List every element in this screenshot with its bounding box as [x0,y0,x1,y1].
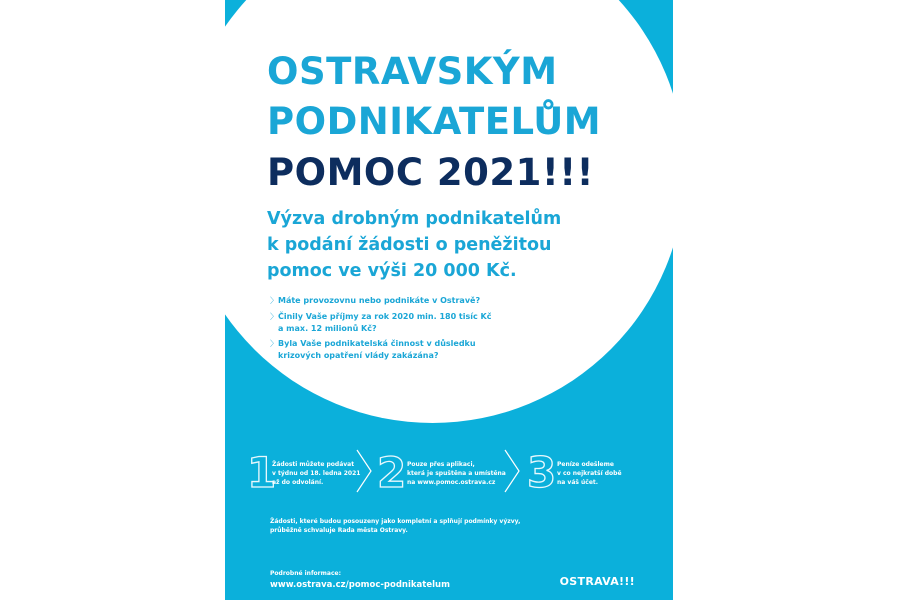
poster [225,0,673,600]
subtitle-line-2: k podání žádosti o peněžitou [267,235,552,255]
step-1-text: Žádosti můžete podávat v týdnu od 18. ledna 2021 až do odvolání. [272,461,361,486]
question-item: 〉Činily Vaše příjmy za rok 2020 min. 180 tisíc Kč a max. 12 milionů Kč? [270,312,492,333]
subtitle-line-3: pomoc ve výši 20 000 Kč. [267,261,517,281]
step-number-2: 2 [377,448,407,497]
chevron-divider-icon [355,448,373,494]
headline-line-3: POMOC 2021!!! [267,151,594,194]
chevron-right-icon: 〉 [270,339,278,348]
chevron-right-icon: 〉 [270,296,278,305]
step-2-text: Pouze přes aplikaci, která je spuštěna a umístěna na www.pomoc.ostrava.cz [407,461,506,486]
subtitle-line-1: Výzva drobným podnikatelům [267,209,562,229]
headline-line-2: PODNIKATELŮM [267,100,602,143]
approval-note: Žádosti, které budou posouzeny jako kompletní a splňují podmínky výzvy, průběžně schvaluje Rada města Ostravy. [270,518,521,534]
step-number-3: 3 [527,448,557,497]
chevron-divider-icon [503,448,521,494]
step-3-text: Peníze odešleme v co nejkratší době na váš účet. [557,461,622,486]
ostrava-logo: OSTRAVA!!! [559,575,635,588]
headline-line-1: OSTRAVSKÝM [267,50,558,93]
question-item: 〉Byla Vaše podnikatelská činnost v důsledku krizových opatření vlády zakázána? [270,339,476,360]
subtitle [267,206,561,284]
chevron-right-icon: 〉 [270,312,278,321]
question-item: 〉Máte provozovnu nebo podnikáte v Ostravě? [270,296,481,305]
info-label: Podrobné informace: [270,570,341,577]
step-number-1: 1 [247,448,277,497]
info-url-link[interactable]: www.ostrava.cz/pomoc-podnikatelum [270,580,450,590]
